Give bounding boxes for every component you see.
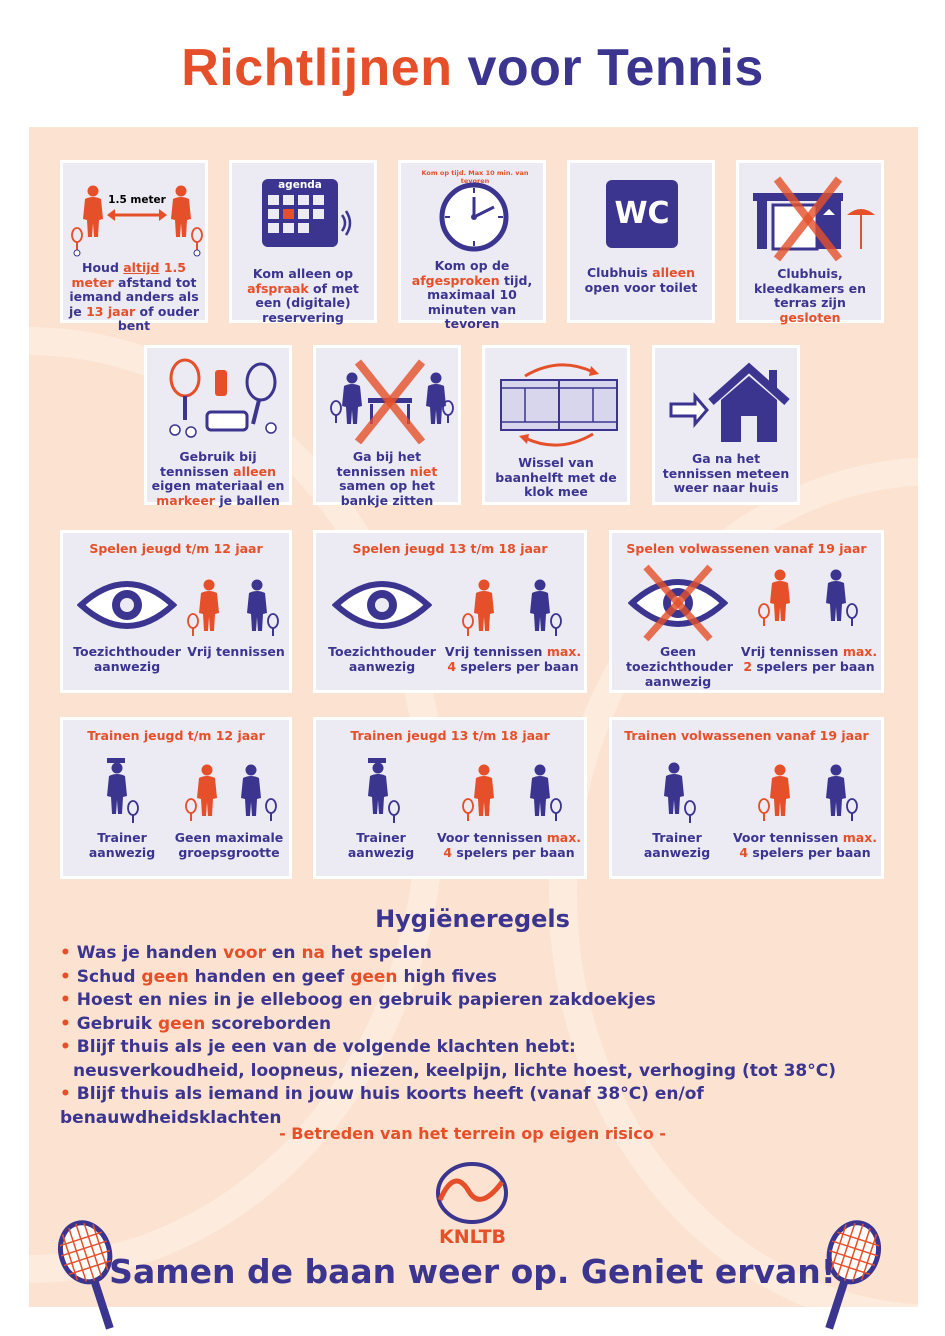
- hygiene-rule-continued: neusverkoudheid, loopneus, niezen, keelpijn, lichte hoest, verhoging (tot 38°C): [73, 1060, 836, 1081]
- play-right-label: Vrij tennissen max. 2 spelers per baan: [740, 644, 878, 674]
- card-clock: [398, 160, 546, 331]
- play-right-label: Vrij tennissen max. 4 spelers per baan: [444, 644, 582, 674]
- train-right-label: Voor tennissen max. 4 spelers per baan: [732, 830, 878, 860]
- play-card-heading: Spelen jeugd 13 t/m 18 jaar: [352, 541, 548, 556]
- trainer-icon: [95, 756, 145, 828]
- hygiene-rule: • Gebruik geen scoreborden: [60, 1013, 332, 1034]
- distance-label: 1.5 meter: [108, 194, 166, 206]
- card-agenda: [229, 160, 377, 323]
- clock-label: Kom op tijd. Max 10 min. van tevoren: [421, 169, 529, 185]
- play-left-label: Toezichthouder aanwezig: [328, 644, 436, 674]
- players-icon: [754, 762, 864, 828]
- players-icon: [183, 577, 283, 643]
- card-bench-caption: Ga bij het tennissen niet samen op het bankje zitten: [336, 449, 438, 508]
- court-switch-icon: [495, 358, 623, 448]
- no-bench-icon: [322, 356, 458, 444]
- train-right-label: Voor tennissen max. 4 spelers per baan: [436, 830, 582, 860]
- play-card-youth-13-18: [313, 530, 587, 693]
- card-equipment-caption: Gebruik bij tennissen alleen eigen materiaal en markeer je ballen: [151, 449, 285, 508]
- train-card-youth-12: [60, 717, 292, 879]
- train-card-adults: [609, 717, 884, 879]
- card-equipment: [144, 345, 292, 508]
- card-home: [652, 345, 800, 505]
- clubhouse-closed-icon: [747, 175, 879, 261]
- risk-note: - Betreden van het terrein op eigen risico -: [279, 1124, 666, 1143]
- play-card-heading: Spelen jeugd t/m 12 jaar: [89, 541, 263, 556]
- hygiene-rule: • Blijf thuis als je een van de volgende klachten hebt:: [60, 1037, 576, 1057]
- hygiene-title: Hygiëneregels: [375, 905, 570, 933]
- wc-label: WC: [614, 196, 670, 231]
- eye-icon: [77, 577, 177, 633]
- hygiene-rules: [60, 942, 920, 1130]
- train-card-heading: Trainen jeugd t/m 12 jaar: [87, 728, 265, 743]
- trainer-icon: [652, 756, 702, 828]
- play-left-label: Toezichthouder aanwezig: [73, 644, 181, 674]
- card-agenda-caption: Kom alleen op afspraak of met een (digitale) reservering: [247, 266, 359, 325]
- trainer-icon: [356, 756, 406, 828]
- players-icon: [754, 567, 864, 633]
- card-court: [482, 345, 630, 505]
- play-left-label: Geen toezichthouder aanwezig: [626, 644, 733, 689]
- train-card-youth-13-18: [313, 717, 587, 879]
- train-card-heading: Trainen jeugd 13 t/m 18 jaar: [350, 728, 550, 743]
- card-distance: [60, 160, 208, 333]
- clock-icon: [434, 179, 514, 255]
- card-clubhouse: [736, 160, 884, 323]
- card-wc-caption: Clubhuis alleen open voor toilet: [584, 265, 698, 295]
- card-court-caption: Wissel van baanhelft met de klok mee: [495, 455, 617, 499]
- train-left-label: Trainer aanwezig: [88, 830, 156, 860]
- players-icon: [458, 577, 568, 643]
- card-clubhouse-caption: Clubhuis, kleedkamers en terras zijn gesloten: [753, 266, 867, 325]
- card-clock-caption: Kom op de afgesproken tijd, maximaal 10 minuten van tevoren: [411, 258, 533, 331]
- play-card-youth-12: [60, 530, 292, 693]
- card-wc: [567, 160, 715, 323]
- hygiene-rule: • Blijf thuis als iemand in jouw huis koorts heeft (vanaf 38°C) en/of benauwdheidsklachten: [60, 1084, 704, 1128]
- distance-players-icon: [69, 175, 205, 257]
- title-part2: voor Tennis: [467, 39, 764, 97]
- knltb-logo-text: KNLTB: [438, 1226, 507, 1248]
- train-left-label: Trainer aanwezig: [643, 830, 711, 860]
- card-home-caption: Ga na het tennissen meteen weer naar huis: [662, 451, 790, 495]
- agenda-label: agenda: [278, 179, 322, 191]
- hygiene-rule: • Schud geen handen en geef geen high fives: [60, 966, 497, 987]
- page-title: [0, 38, 945, 98]
- players-icon: [181, 762, 281, 828]
- play-card-adults: [609, 530, 884, 693]
- play-right-label: Vrij tennissen: [187, 644, 285, 659]
- players-icon: [458, 762, 568, 828]
- train-card-heading: Trainen volwassenen vanaf 19 jaar: [624, 728, 869, 743]
- hygiene-rule: • Hoest en nies in je elleboog en gebruik papieren zakdoekjes: [60, 990, 656, 1010]
- own-equipment-icon: [155, 356, 287, 440]
- card-distance-caption: Houd altijd 1.5 meter afstand tot iemand anders als je 13 jaar of ouder bent: [68, 260, 199, 333]
- card-bench: [313, 345, 461, 508]
- slogan: Samen de baan weer op. Geniet ervan!: [109, 1252, 836, 1291]
- title-part1: Richtlijnen: [181, 39, 453, 97]
- train-left-label: Trainer aanwezig: [347, 830, 415, 860]
- hygiene-rule: • Was je handen voor en na het spelen: [60, 943, 432, 963]
- eye-icon: [332, 577, 432, 633]
- knltb-logo-icon: [432, 1160, 512, 1226]
- train-right-label: Geen maximale groepsgrootte: [174, 830, 284, 860]
- play-card-heading: Spelen volwassenen vanaf 19 jaar: [626, 541, 867, 556]
- go-home-icon: [665, 360, 793, 446]
- eye-crossed-icon: [628, 563, 728, 643]
